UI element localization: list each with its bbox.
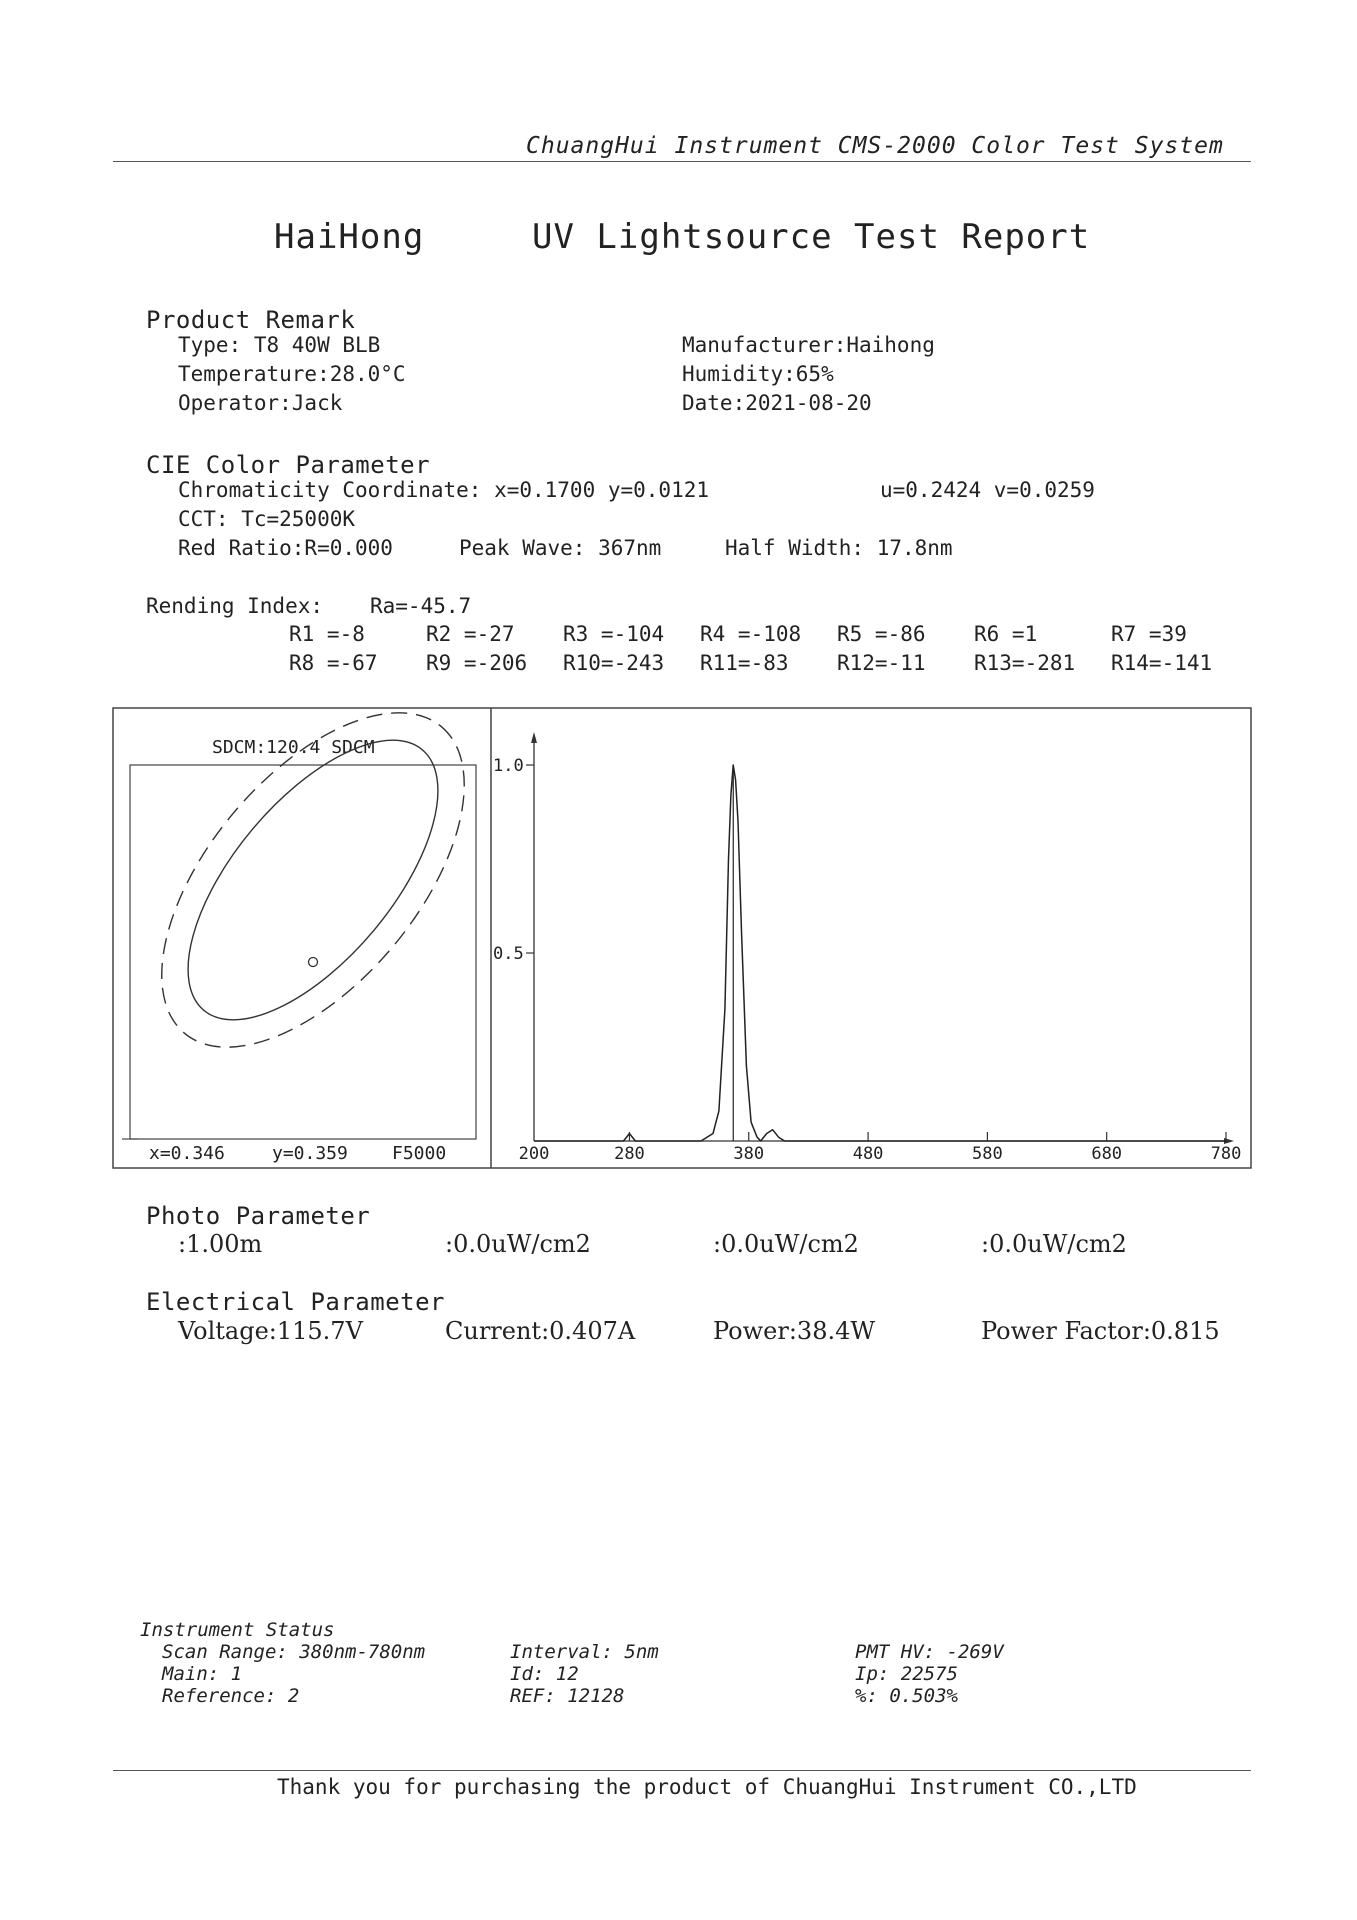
r-value: R12=-11: [837, 651, 926, 675]
r-value: R6 =1: [974, 622, 1038, 646]
spectrum-line: [534, 765, 1226, 1141]
sdcm-y: y=0.359: [272, 1143, 348, 1164]
spectrum-layer: [493, 756, 1241, 1164]
chart-frame: [113, 708, 1251, 1168]
cie-peak-wave: Peak Wave: 367nm: [459, 536, 662, 560]
system-title: ChuangHui Instrument CMS-2000 Color Test System: [526, 133, 1224, 159]
cie-half-width: Half Width: 17.8nm: [725, 536, 953, 560]
cie-heading: CIE Color Parameter: [146, 451, 431, 479]
photo-irradiance: :0.0uW/cm2: [981, 1230, 1127, 1258]
sdcm-ref: F5000: [392, 1143, 447, 1164]
electrical-voltage: Voltage:115.7V: [178, 1317, 363, 1345]
x-tick-label: 780: [1210, 1144, 1242, 1164]
r-value: R11=-83: [700, 651, 789, 675]
footer-thanks: Thank you for purchasing the product of ChuangHui Instrument CO.,LTD: [277, 1775, 1137, 1799]
r-value: R3 =-104: [563, 622, 665, 646]
product-temperature: Temperature:28.0°C: [178, 362, 406, 386]
x-tick-label: 480: [852, 1144, 884, 1164]
product-type: Type: T8 40W BLB: [178, 333, 381, 357]
sdcm-ellipses: [105, 660, 521, 1100]
cie-cct: CCT: Tc=25000K: [178, 507, 356, 531]
x-tick-label: 200: [518, 1144, 550, 1164]
sdcm-x: x=0.346: [149, 1143, 225, 1164]
instrument-main: Main: 1: [162, 1663, 243, 1685]
footer-rule: [113, 1770, 1251, 1771]
report-title: UV Lightsource Test Report: [532, 217, 1091, 257]
instrument-id: Id: 12: [510, 1663, 579, 1685]
r-value: R5 =-86: [837, 622, 926, 646]
photo-irradiance: :0.0uW/cm2: [713, 1230, 859, 1258]
instrument-scan-range: Scan Range: 380nm-780nm: [162, 1641, 426, 1663]
photo-distance: :1.00m: [178, 1230, 263, 1258]
y-tick-label: 0.5: [493, 944, 524, 964]
cie-red-ratio: Red Ratio:R=0.000: [178, 536, 393, 560]
sdcm-point: [309, 958, 318, 967]
instrument-reference: Reference: 2: [162, 1685, 300, 1707]
y-axis-arrow: [531, 732, 537, 743]
photo-heading: Photo Parameter: [146, 1202, 371, 1230]
product-remark-heading: Product Remark: [146, 306, 356, 334]
x-tick-label: 580: [972, 1144, 1003, 1164]
instrument-interval: Interval: 5nm: [510, 1641, 659, 1663]
x-tick-label: 280: [614, 1144, 645, 1164]
product-operator: Operator:Jack: [178, 391, 343, 415]
cie-uv: u=0.2424 v=0.0259: [880, 478, 1095, 502]
report-brand: HaiHong: [274, 217, 425, 257]
r-value: R10=-243: [563, 651, 665, 675]
instrument-pct: %: 0.503%: [855, 1685, 958, 1707]
electrical-power: Power:38.4W: [713, 1317, 876, 1345]
r-value: R7 =39: [1111, 622, 1187, 646]
sdcm-outer-ellipse: [105, 660, 521, 1100]
r-value: R9 =-206: [426, 651, 528, 675]
instrument-ip: Ip: 22575: [855, 1663, 958, 1685]
r-value: R14=-141: [1111, 651, 1213, 675]
cie-chromaticity: Chromaticity Coordinate: x=0.1700 y=0.0121: [178, 478, 710, 502]
product-manufacturer: Manufacturer:Haihong: [682, 333, 935, 357]
r-value: R8 =-67: [289, 651, 378, 675]
sdcm-box: [130, 765, 476, 1139]
r-value: R1 =-8: [289, 622, 365, 646]
electrical-heading: Electrical Parameter: [146, 1288, 445, 1316]
rendering-ra: Ra=-45.7: [370, 594, 472, 618]
r-value: R4 =-108: [700, 622, 802, 646]
product-date: Date:2021-08-20: [682, 391, 872, 415]
sdcm-title: SDCM:120.4 SDCM: [212, 737, 375, 758]
instrument-ref: REF: 12128: [510, 1685, 625, 1707]
x-tick-label: 380: [733, 1144, 765, 1164]
r-value: R13=-281: [974, 651, 1076, 675]
electrical-current: Current:0.407A: [445, 1317, 636, 1345]
x-tick-label: 680: [1091, 1144, 1123, 1164]
product-humidity: Humidity:65%: [682, 362, 834, 386]
r-value: R2 =-27: [426, 622, 515, 646]
instrument-pmt: PMT HV: -269V: [855, 1641, 1004, 1663]
photo-irradiance: :0.0uW/cm2: [445, 1230, 591, 1258]
instrument-heading: Instrument Status: [140, 1619, 335, 1641]
electrical-power-factor: Power Factor:0.815: [981, 1317, 1220, 1345]
rendering-heading: Rending Index:: [146, 594, 324, 618]
y-tick-label: 1.0: [493, 756, 524, 776]
